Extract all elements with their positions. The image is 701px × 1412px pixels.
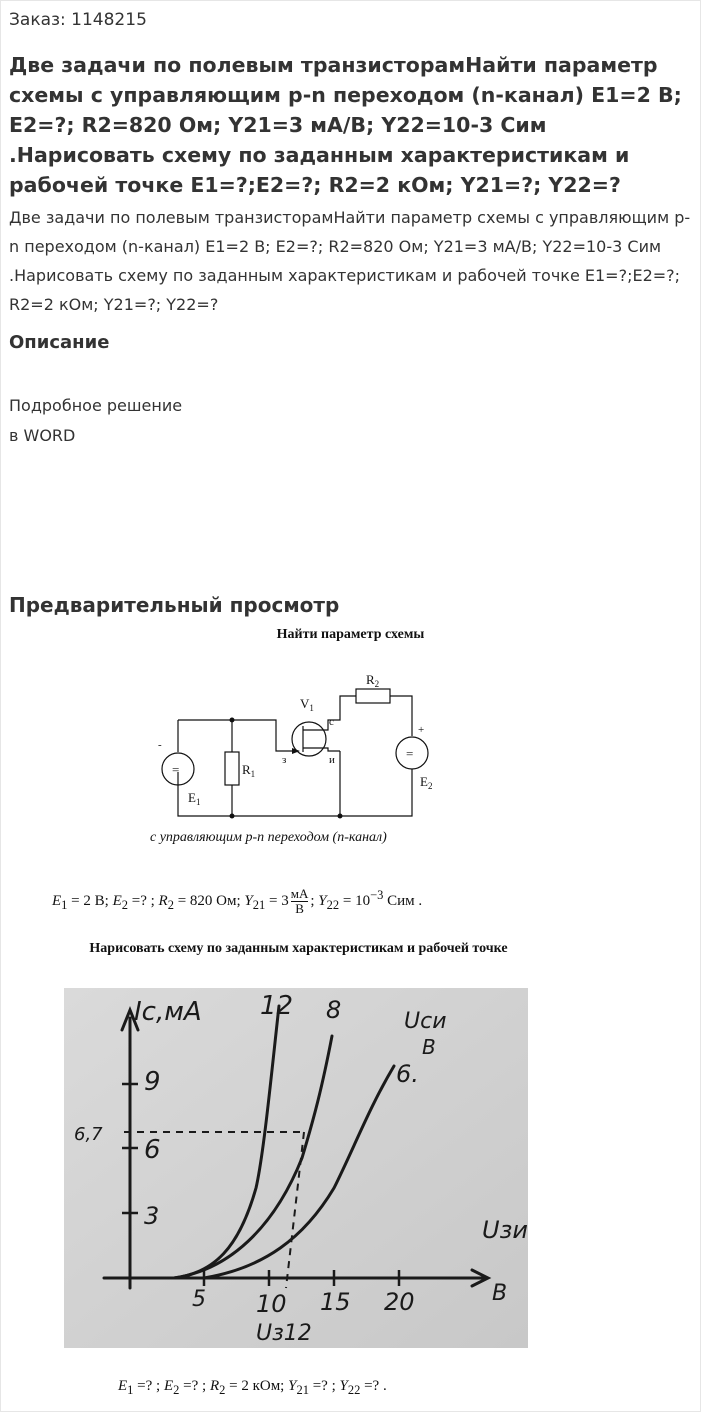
x-tick-label-10: 10 xyxy=(256,1290,287,1318)
e2-bottom-wire xyxy=(340,769,412,816)
drain-label: с xyxy=(329,716,334,728)
v1-label: $V_1$ xyxy=(300,696,314,713)
curve-6-label: 6. xyxy=(396,1060,419,1088)
x-tick-label-20: 20 xyxy=(384,1288,415,1316)
y-tick-label-6: 6 xyxy=(144,1135,161,1165)
gate-label: з xyxy=(282,754,287,766)
node-dot-1 xyxy=(230,718,235,723)
description-line-1: Подробное решение xyxy=(9,396,183,415)
formula-given-2: $E_1$ =? ; $E_2$ =? ; $R_2 = 2$ кОм; $Y_{21}$ =? ; $Y_{22}$ =? . xyxy=(118,1378,387,1397)
curve-8-label: 8 xyxy=(326,996,342,1024)
bottom-wire xyxy=(178,751,340,816)
curve-12-label: 12 xyxy=(260,991,294,1021)
node-dot-3 xyxy=(338,814,343,819)
task2-title: Нарисовать схему по заданным характеристикам и рабочей точке xyxy=(89,941,508,956)
x-tick-label-15: 15 xyxy=(320,1288,351,1316)
x-axis-unit: В xyxy=(492,1281,508,1306)
r2-right-wire xyxy=(390,696,412,736)
y-tick-label-9: 9 xyxy=(144,1067,161,1097)
x-tick-label-5: 5 xyxy=(192,1287,206,1312)
task1-title: Найти параметр схемы xyxy=(276,627,425,642)
uci-label: Uси xyxy=(404,1009,447,1034)
circuit-diagram xyxy=(150,656,450,826)
x-op-label: Uз12 xyxy=(256,1321,312,1346)
node-dot-2 xyxy=(230,814,235,819)
r2-resistor xyxy=(356,689,390,703)
r1-resistor xyxy=(225,752,239,785)
gate-wire xyxy=(178,720,292,751)
frac-denominator: В xyxy=(295,901,304,916)
r1-label: $R_1$ xyxy=(242,762,256,779)
circuit-caption: с управляющим p-n переходом (n-канал) xyxy=(150,830,387,845)
y-tick-label-3: 3 xyxy=(144,1202,160,1230)
formula-given-1: $E_1 = 2$ В; $E_2$ =? ; $R_2 = 820$ Ом; $Y_{21} = 3$ мА В ; $Y_{22} = 10^{-3}$ Сим . xyxy=(52,886,423,916)
preview-heading: Предварительный просмотр xyxy=(9,593,340,617)
source-label: и xyxy=(329,754,335,766)
e1-label: $E_1$ xyxy=(188,790,201,807)
characteristics-photo xyxy=(64,988,528,1348)
product-description: Две задачи по полевым транзисторамНайти параметр схемы с управляющим p-n переходом (n-канал) E1=2 В; E2=?; R2=820 Ом; Y21=3 мА/В; Y22=10-3 Сим .Нарисовать схему по заданным характеристикам и рабочей точке E1=?;E2=?; R2=2 кОм; Y21=?; Y22=? xyxy=(9,208,691,314)
order-number: Заказ: 1148215 xyxy=(9,10,147,30)
characteristics-sketch xyxy=(64,988,528,1348)
description-line-2: в WORD xyxy=(9,426,76,445)
e2-label: $E_2$ xyxy=(420,774,433,791)
e2-plus: + xyxy=(418,724,425,736)
description-heading: Описание xyxy=(9,332,110,353)
page-title: Две задачи по полевым транзисторамНайти параметр схемы с управляющим p-n переходом (n-канал) E1=2 В; E2=?; R2=820 Ом; Y21=3 мА/В; Y22=10-3 Сим .Нарисовать схему по заданным характеристикам и рабочей точке E1=?;E2=?; R2=2 кОм; Y21=?; Y22=? xyxy=(9,53,682,197)
x-axis-label: Uзи xyxy=(482,1216,528,1244)
e1-minus: - xyxy=(158,739,162,751)
frac-numerator: мА xyxy=(290,886,309,901)
y-axis-label: Iс,мА xyxy=(134,997,202,1027)
y-op-label: 6,7 xyxy=(74,1124,103,1145)
uci-unit: В xyxy=(422,1035,436,1059)
r2-label: $R_2$ xyxy=(366,672,380,689)
e2-symbol: = xyxy=(406,746,414,761)
e1-symbol: = xyxy=(172,762,180,777)
